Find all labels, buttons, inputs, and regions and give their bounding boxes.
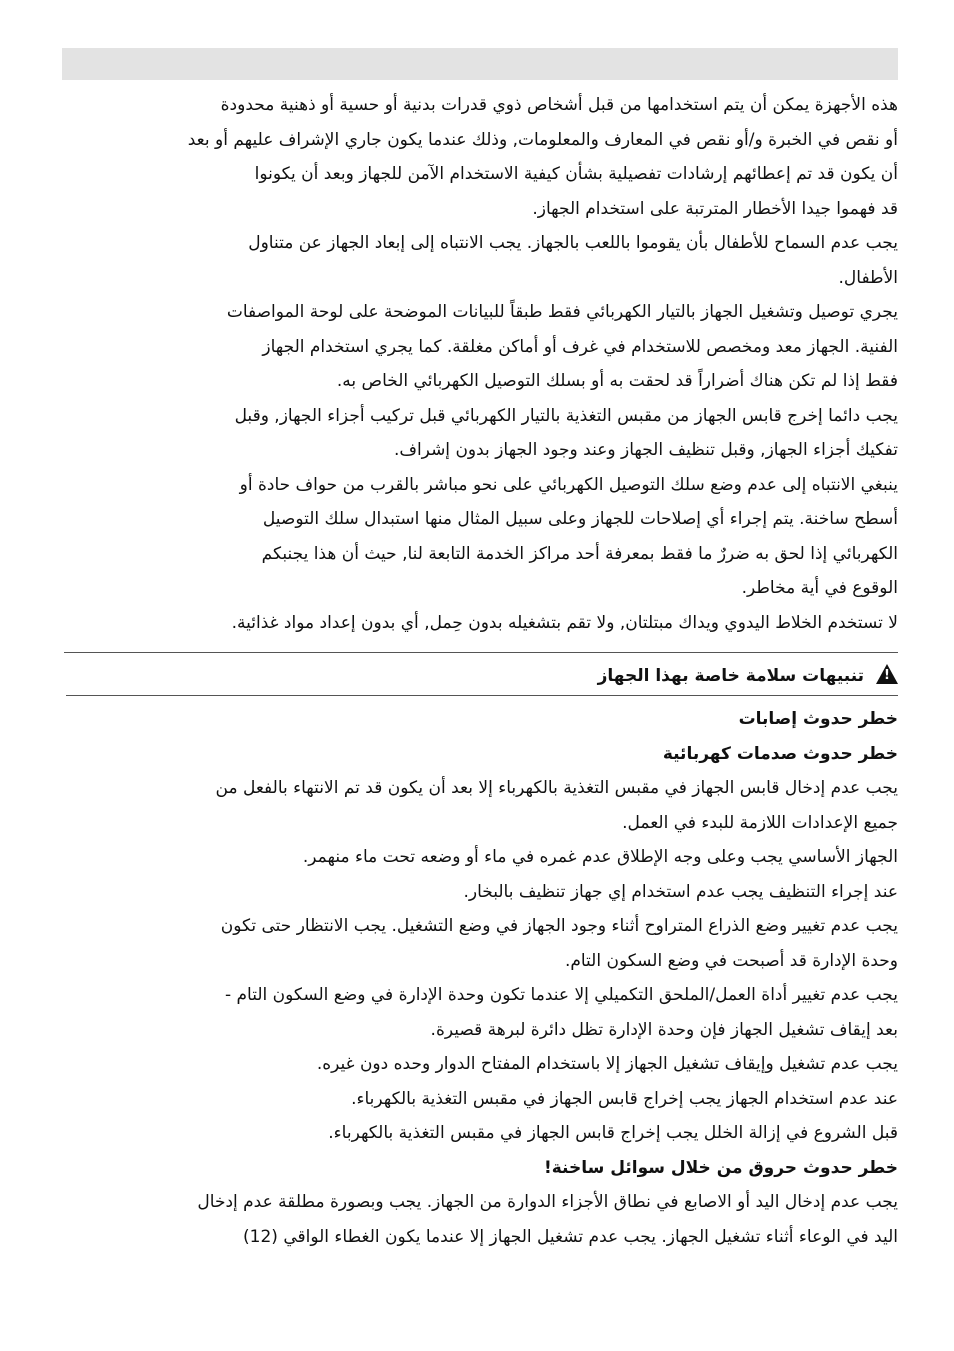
intro-line: يجب عدم السماح للأطفال بأن يقوموا باللعب بالجهاز. يجب الانتباه إلى إبعاد الجهاز عن متناول [248, 233, 898, 253]
intro-line: قد فهموا جيدا الأخطار المترتبة على استخدام الجهاز. [532, 198, 898, 219]
manual-page [66, 88, 898, 1254]
shock-line: يجب عدم إدخال قابس الجهاز في مقبس التغذية بالكهرباء إلا بعد أن يكون قد تم الانتهاء بالفعل من [215, 778, 898, 798]
shock-line: يجب عدم تغيير أداة العمل/الملحق التكميلي إلا عندما تكون وحدة الإدارة في وضع السكون التام - [224, 985, 898, 1005]
shock-line: الجهاز الأساسي يجب وعلى وجه الإطلاق عدم غمره في ماء أو وضعه تحت ماء منهمر. [302, 847, 898, 867]
burn-heading: خطر حدوث حروق من خلال سوائل ساخنة! [543, 1157, 898, 1178]
intro-line: الأطفال. [838, 267, 898, 288]
intro-line: يجب دائما إخرج قابس الجهاز من مقبس التغذية بالتيار الكهربائي قبل تركيب أجزاء الجهاز, وقبل [234, 405, 898, 426]
warning-triangle-icon [876, 664, 898, 684]
intro-line: الوقوع في أية مخاطر. [741, 578, 898, 598]
intro-line: أن يكون قد تم إعطائهم إرشادات تفصيلية بشأن كيفية الاستخدام الآمن للجهاز وبعد أن يكونوا [254, 164, 898, 184]
intro-line: الكهربائي إذا لحق به ضررٌ ما فقط بمعرفة أحد مراكز الخدمة التابعة لنا, حيث أن هذا يجنبكم [261, 543, 898, 564]
shock-line: عند عدم استخدام الجهاز يجب إخراج قابس الجهاز في مقبس التغذية بالكهرباء. [351, 1088, 898, 1109]
injury-heading: خطر حدوث إصابات [738, 709, 898, 729]
shock-line: عند إجراء التنظيف يجب عدم استخدام إي جهاز تنظيف بالبخار. [463, 881, 898, 902]
intro-line: ينبغي الانتباه إلى عدم وضع سلك التوصيل الكهربائي على نحو مباشر بالقرب من حواف حادة أو [239, 474, 898, 495]
intro-line: هذه الأجهزة يمكن أن يتم استخدامها من قبل أشخاص ذوي قدرات بدنية أو حسية أو ذهنية محدودة [220, 95, 898, 115]
burn-line: اليد في الوعاء أثناء تشغيل الجهاز. يجب عدم تشغيل الجهاز إلا عندما يكون الغطاء الواقي (12) [243, 1226, 898, 1247]
safety-heading-row [66, 659, 898, 696]
shock-line: جميع الإعدادات اللازمة للبدء في العمل. [622, 812, 898, 833]
intro-line: لا تستخدم الخلاط اليدوي ويداك مبتلتان, ولا تقم بتشغيله بدون حِمل, أي بدون إعداد مواد غذائية. [231, 612, 898, 633]
intro-line: تفكيك أجزاء الجهاز, وقبل تنظيف الجهاز وعند وجود الجهاز بدون إشراف. [393, 440, 898, 460]
intro-line: أو نقص في الخبرة و/أو نقص في المعارف والمعلومات, وذلك عندما يكون جاري الإشراف عليهم أو بعد [187, 129, 898, 150]
shock-line: وحدة الإدارة قد أصبحت في وضع السكون التام. [564, 950, 898, 971]
shock-line: بعد إيقاف تشغيل الجهاز فإن وحدة الإدارة تظل دائرة لبرهة قصيرة. [430, 1019, 898, 1040]
intro-line: أسطح ساخنة. يتم إجراء أي إصلاحات للجهاز وعلى سبيل المثال منها استبدال سلك التوصيل [262, 509, 898, 529]
intro-line: يجري توصيل وتشغيل الجهاز بالتيار الكهربائي فقط طبقاً للبيانات الموضحة على لوحة المواصفات [226, 302, 898, 322]
section-divider [64, 652, 898, 653]
shock-line: يجب عدم تشغيل وإيقاف تشغيل الجهاز إلا باستخدام المفتاح الدوار وحده دون غيره. [316, 1054, 898, 1074]
shock-line: يجب عدم تغيير وضع الذراع المتراوح أثناء وجود الجهاز في وضع التشغيل. يجب الانتظار حتى تكون [220, 916, 898, 936]
burn-line: يجب عدم إدخال اليد أو الاصابع في نطاق الأجزاء الدوارة من الجهاز. يجب وبصورة مطلقة عدم إدخال [197, 1192, 898, 1212]
intro-line: الفنية. الجهاز معد ومخصص للاستخدام في غرف أو أماكن مغلقة. كما يجري استخدام الجهاز [262, 336, 898, 357]
safety-heading: تنبيهات سلامة خاصة بهذا الجهاز [597, 666, 865, 686]
shock-line: قبل الشروع في إزالة الخلل يجب إخراج قابس الجهاز في مقبس التغذية بالكهرباء. [328, 1123, 898, 1143]
shock-heading: خطر حدوث صدمات كهربائية [662, 743, 898, 764]
header-bar [62, 48, 898, 80]
intro-line: فقط إذا لم تكن هناك أضراراً قد لحقت به أو بسلك التوصيل الكهربائي الخاص به. [336, 371, 898, 391]
